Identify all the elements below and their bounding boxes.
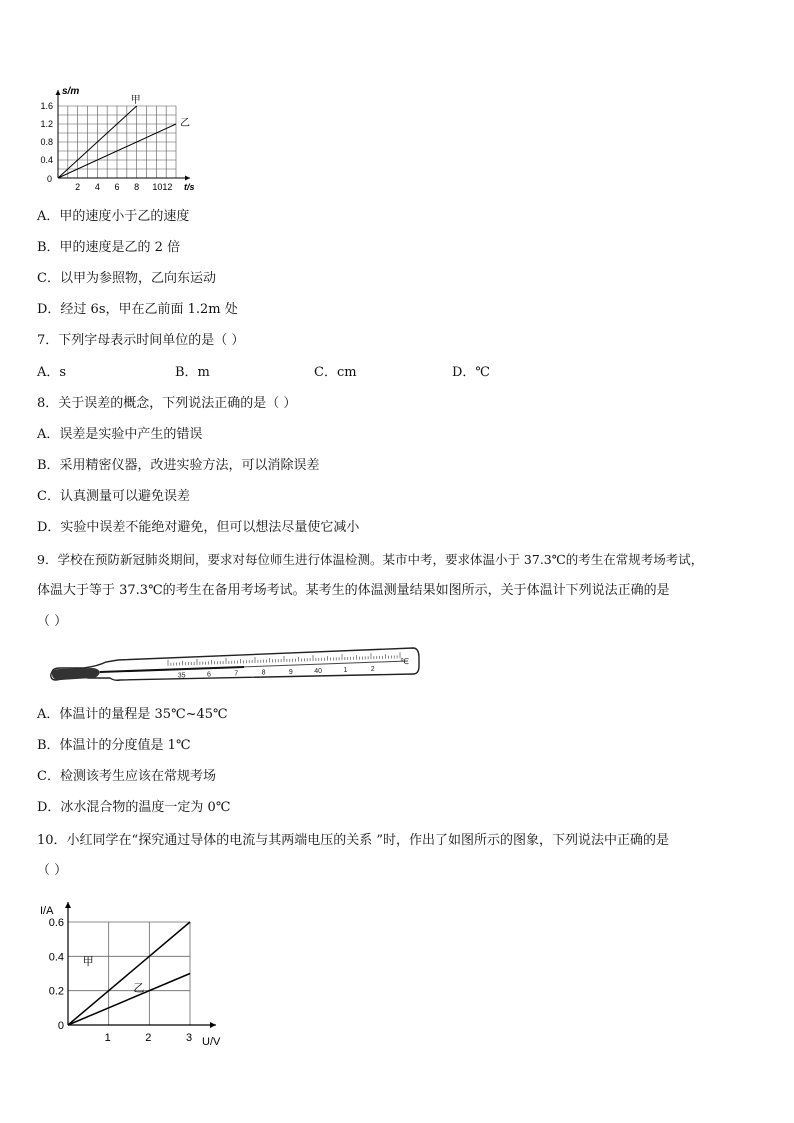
q6-option-c: C．以甲为参照物，乙向东运动 — [37, 271, 216, 286]
q7-stem: 7．下列字母表示时间单位的是（ ） — [37, 333, 245, 348]
thermometer-label: 35 — [177, 672, 186, 680]
st-labels — [40, 86, 194, 192]
q9-option-c: C．检测该考生应该在常规考场 — [37, 769, 216, 784]
iu-series — [68, 922, 190, 1025]
st-origin-label: 0 — [46, 174, 52, 184]
q8-option-a: A．误差是实验中产生的错误 — [37, 427, 203, 442]
st-xtick-label: 1012 — [152, 182, 173, 192]
q6-option-b: B．甲的速度是乙的 2 倍 — [37, 240, 181, 255]
st-grid — [58, 106, 176, 178]
st-xtick-label: 8 — [134, 182, 140, 192]
st-series-label: 乙 — [180, 118, 190, 129]
iu-xtick-label: 3 — [185, 1032, 193, 1044]
iu-y-arrow — [65, 902, 71, 908]
iu-x-arrow — [210, 1022, 216, 1028]
iu-ytick-label: 0.4 — [48, 951, 64, 964]
q9-stem-line2: 体温大于等于 37.3℃的考生在备用考场考试。某考生的体温测量结果如图所示，关于体温计下列说法正确的是 — [37, 583, 670, 598]
st-graph — [30, 80, 200, 195]
q6-option-a: A．甲的速度小于乙的速度 — [37, 209, 190, 224]
q9-stem-line1: 9．学校在预防新冠肺炎期间，要求对每位师生进行体温检测。某市中考，要求体温小于 37.3℃的考生在常规考场考试， — [37, 552, 704, 567]
st-series-label: 甲 — [130, 95, 141, 106]
iu-graph — [30, 893, 240, 1053]
q8-option-d: D．实验中误差不能绝对避免，但可以想法尽量使它减小 — [37, 520, 360, 535]
q6-option-d: D．经过 6s，甲在乙前面 1.2m 处 — [37, 302, 238, 317]
q10-stem-line2: （ ） — [37, 863, 68, 878]
st-yaxis-label: s/m — [62, 86, 80, 97]
q9-option-d: D．冰水混合物的温度一定为 0℃ — [37, 800, 231, 815]
q8-option-c: C．认真测量可以避免误差 — [37, 489, 190, 504]
q8-option-b: B．采用精密仪器，改进实验方法，可以消除误差 — [37, 458, 320, 473]
st-xtick-label: 6 — [114, 182, 120, 192]
q9-stem-line3: （ ） — [37, 614, 68, 629]
st-ytick-label: 1.6 — [40, 101, 53, 111]
iu-labels — [40, 905, 221, 1048]
q8-stem: 8．关于误差的概念，下列说法正确的是（ ） — [37, 396, 297, 411]
iu-series-line — [68, 922, 190, 1025]
st-xtick-label: 2 — [75, 182, 81, 192]
iu-series-label: 乙 — [133, 982, 145, 995]
thermometer-label: 1 — [343, 667, 348, 675]
iu-series-label: 甲 — [82, 955, 94, 968]
iu-origin-label: 0 — [57, 1020, 64, 1032]
thermometer-label: 7 — [234, 670, 239, 678]
iu-xtick-label: 1 — [104, 1032, 111, 1044]
st-axes — [56, 90, 191, 181]
iu-yaxis-label: I/A — [40, 905, 54, 917]
iu-series-line — [68, 974, 190, 1026]
thermometer — [48, 644, 420, 690]
st-ytick-label: 0.8 — [40, 137, 53, 147]
thermometer-label: 8 — [261, 669, 266, 677]
iu-ytick-label: 0.2 — [48, 985, 64, 998]
q7-option-d: D．℃ — [452, 365, 490, 380]
st-x-arrow — [185, 176, 190, 181]
iu-xaxis-label: U/V — [202, 1036, 221, 1048]
iu-xtick-label: 2 — [145, 1032, 152, 1044]
q9-option-a: A．体温计的量程是 35℃~45℃ — [37, 707, 228, 722]
q7-option-c: C．cm — [314, 365, 357, 380]
q10-stem-line1: 10．小红同学在“探究通过导体的电流与其两端电压的关系 ”时，作出了如图所示的图象，下列说法中正确的是 — [37, 833, 669, 848]
st-xaxis-label: t/s — [184, 182, 195, 192]
st-y-arrow — [56, 90, 61, 95]
st-xtick-label: 4 — [94, 182, 100, 192]
iu-ytick-label: 0.6 — [48, 917, 64, 929]
q7-option-b: B．m — [175, 365, 210, 380]
q9-option-b: B．体温计的分度值是 1℃ — [37, 738, 191, 753]
thermometer-label: 2 — [370, 666, 375, 674]
thermometer-label: 40 — [314, 667, 323, 675]
thermometer-label: 9 — [288, 668, 293, 676]
st-ytick-label: 0.4 — [40, 155, 53, 165]
thermometer-unit: ℃ — [400, 657, 409, 666]
q7-option-a: A．s — [37, 365, 67, 380]
st-ytick-label: 1.2 — [40, 119, 53, 129]
thermometer-label: 6 — [206, 671, 211, 679]
